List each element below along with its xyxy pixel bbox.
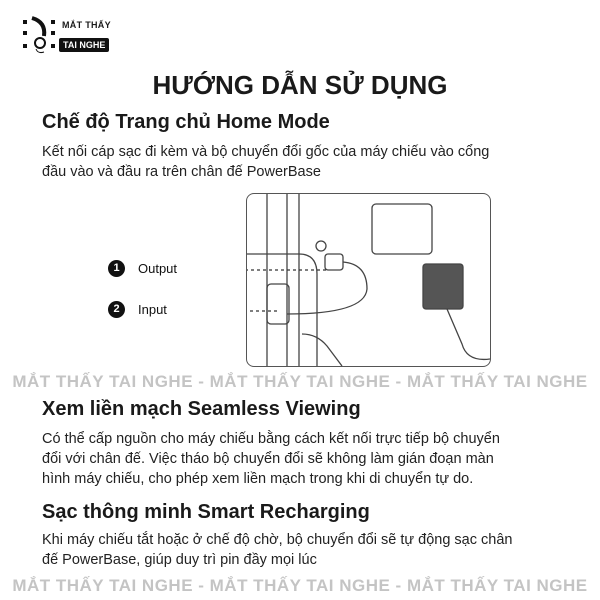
callout-number-output: 1 [108,260,125,277]
section-heading-home-mode: Chế độ Trang chủ Home Mode [42,111,330,133]
text-line: Khi máy chiếu tắt hoặc ở chế độ chờ, bộ chuyển đổi sẽ tự động sạc chân [42,532,513,548]
section-heading-seamless-viewing: Xem liền mạch Seamless Viewing [42,398,361,420]
watermark: MẮT THẤY TAI NGHE - MẮT THẤY TAI NGHE - MẮT THẤY TAI NGHE [12,372,588,391]
page-title: HƯỚNG DẪN SỬ DỤNG [152,70,448,100]
text-line: đế PowerBase, giúp duy trì pin đầy mọi lúc [42,552,317,568]
headphone-logo-icon [22,16,58,54]
text-line: đầu vào và đầu ra trên chân đế PowerBase [42,164,321,180]
section-text-seamless-viewing [42,429,582,489]
section-text-smart-recharging [42,530,582,570]
callout-number-input: 2 [108,301,125,318]
section-text-home-mode [42,142,582,182]
watermark: MẮT THẤY TAI NGHE - MẮT THẤY TAI NGHE - MẮT THẤY TAI NGHE [12,576,588,595]
text-line: Có thể cấp nguồn cho máy chiếu bằng cách kết nối trực tiếp bộ chuyển [42,431,500,447]
section-heading-smart-recharging: Sạc thông minh Smart Recharging [42,501,370,523]
logo-text-top: MẮT THẤY [62,20,111,30]
callout-label-input: Input [138,302,167,317]
callout-label-output: Output [138,261,178,276]
text-line: hình máy chiếu, cho phép xem liền mạch trong khi di chuyển tự do. [42,471,474,487]
text-line: Kết nối cáp sạc đi kèm và bộ chuyển đổi gốc của máy chiếu vào cổng [42,144,490,160]
logo-text-bottom: TAI NGHE [59,38,109,52]
text-line: đổi với chân đế. Việc tháo bộ chuyển đổi sẽ không làm gián đoạn màn [42,451,494,467]
powerbase-illustration-icon [247,194,490,366]
powerbase-diagram [246,193,491,367]
